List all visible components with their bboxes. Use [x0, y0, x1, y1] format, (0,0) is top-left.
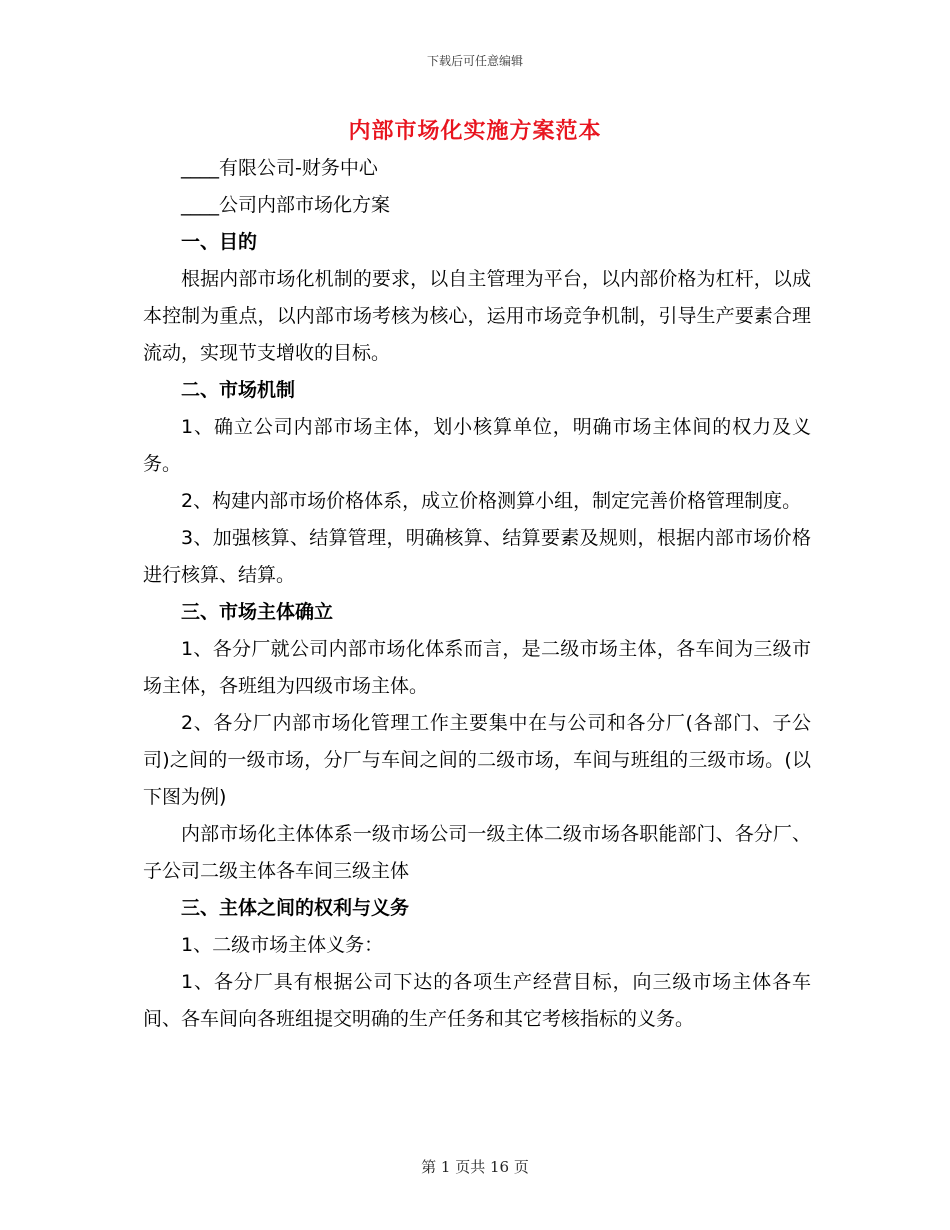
body-paragraph: 1、各分厂具有根据公司下达的各项生产经营目标，向三级市场主体各车间、各车间向各班组提交明确的生产任务和其它考核指标的义务。 [143, 971, 811, 1030]
body-paragraph: ____有限公司-财务中心 [181, 157, 378, 179]
body-paragraph: ____公司内部市场化方案 [181, 194, 391, 216]
body-paragraph: 1、二级市场主体义务： [181, 934, 384, 956]
body-paragraph: 根据内部市场化机制的要求，以自主管理为平台，以内部价格为杠杆，以成本控制为重点，以内部市场考核为核心，运用市场竞争机制，引导生产要素合理流动，实现节支增收的目标。 [143, 268, 811, 364]
body-paragraph: 1、确立公司内部市场主体，划小核算单位，明确市场主体间的权力及义务。 [143, 416, 811, 475]
section-heading: 一、目的 [181, 231, 258, 253]
section-heading: 三、主体之间的权利与义务 [181, 897, 410, 919]
body-paragraph: 1、各分厂就公司内部市场化体系而言，是二级市场主体，各车间为三级市场主体，各班组为四级市场主体。 [143, 638, 811, 697]
section-heading: 三、市场主体确立 [181, 601, 334, 623]
header-note: 下载后可任意编辑 [426, 54, 523, 68]
body-paragraph: 内部市场化主体体系一级市场公司一级主体二级市场各职能部门、各分厂、子公司二级主体各车间三级主体 [143, 823, 811, 882]
body-paragraph: 3、加强核算、结算管理，明确核算、结算要素及规则，根据内部市场价格进行核算、结算。 [143, 527, 811, 586]
body-paragraph: 2、构建内部市场价格体系，成立价格测算小组，制定完善价格管理制度。 [181, 490, 802, 512]
page-footer: 第 1 页共 16 页 [421, 1158, 529, 1176]
document-body [143, 150, 811, 1038]
body-paragraph: 2、各分厂内部市场化管理工作主要集中在与公司和各分厂(各部门、子公司)之间的一级市场，分厂与车间之间的二级市场，车间与班组的三级市场。(以下图为例) [143, 712, 811, 808]
section-heading: 二、市场机制 [181, 379, 296, 401]
document-title: 内部市场化实施方案范本 [348, 119, 602, 144]
